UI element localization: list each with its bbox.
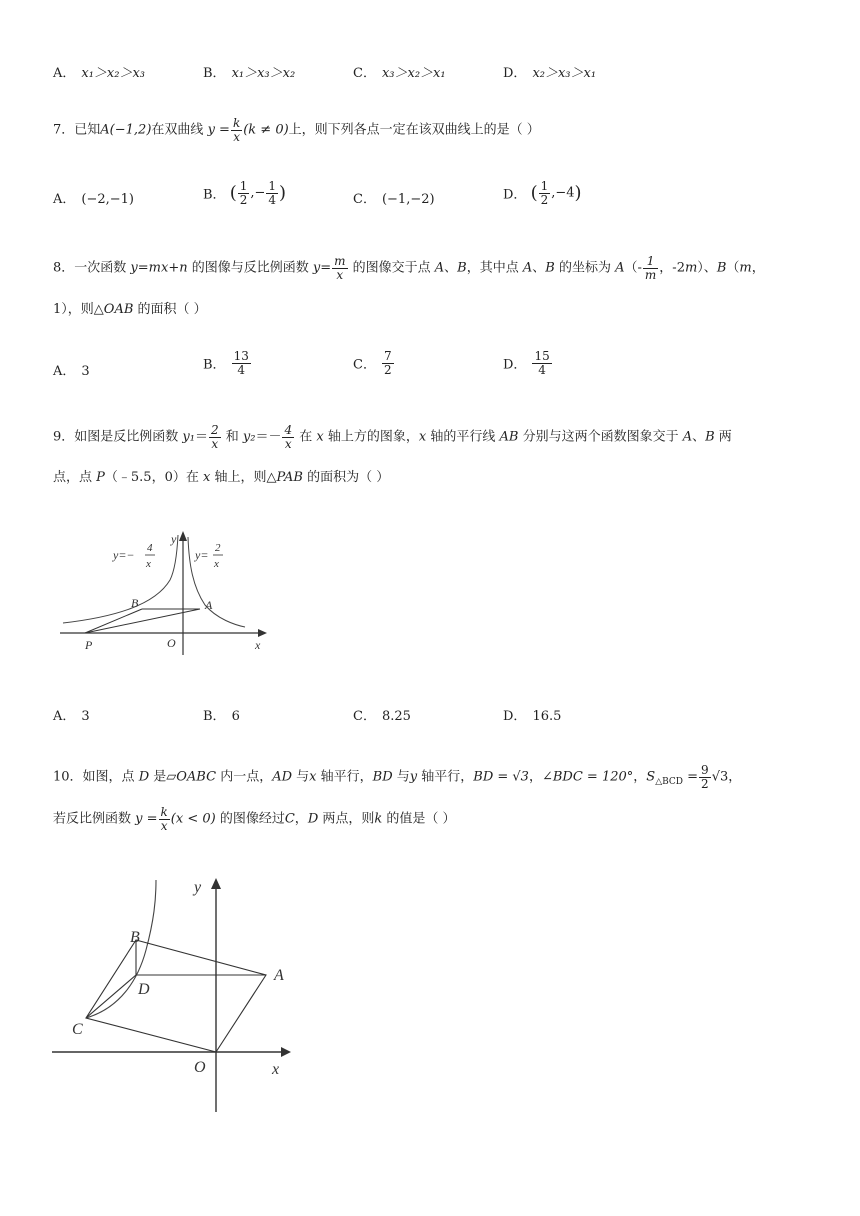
q9-label-yl-num: 4 — [147, 542, 153, 554]
q9-label-b: B — [131, 596, 139, 610]
q9-label-y: y — [171, 532, 177, 546]
q9-x-arrow-icon — [258, 629, 267, 637]
q9-segment-pb — [85, 609, 142, 633]
q7-stem: 7．已知A(−1,2)在双曲线 y = $\frac{k}{x}$ (k ≠ 0)上，则下列各点一定在该双曲线上的是（ ） — [53, 116, 540, 144]
q10-label-y: y — [194, 879, 202, 896]
q7-option-d: D． ( $\frac{1}{2}$ ,−4) — [503, 179, 582, 207]
q8-option-a: A． 3 — [53, 364, 90, 379]
q10-label-o: O — [194, 1059, 206, 1076]
q9-y-arrow-icon — [179, 531, 187, 541]
q7-option-c: C． (−1,−2) — [353, 192, 435, 207]
q9-option-b: B． 6 — [203, 709, 240, 724]
q6-option-b: B． x₁＞x₃＞x₂ — [203, 66, 296, 81]
q10-label-d: D — [138, 981, 150, 998]
q9-label-o: O — [167, 636, 176, 650]
q10-figure — [50, 870, 300, 1120]
q10-parallelogram — [86, 940, 266, 1052]
q9-stem-line1: 9．如图是反比例函数 y₁＝ $\frac{2}{x}$ 和 y₂＝－ $\frac{4}{x}$ 在 x 轴上方的图象，x 轴的平行线 AB 分别与这两个函数图象交于 A、B 两 — [53, 423, 732, 451]
q8-option-c: C． $\frac{7}{2}$ — [353, 349, 392, 377]
q10-label-x: x — [272, 1061, 280, 1078]
q6-option-a: A． x₁＞x₂＞x₃ — [53, 66, 146, 81]
q9-label-yl-den: x — [146, 558, 151, 570]
q8-stem-line1: 8．一次函数 y=mx+n 的图像与反比例函数 y= $\frac{m}{x}$ 的图像交于点 A、B，其中点 A、B 的坐标为 A（- $\frac{1}{m}$ ，-2m）、B（m， — [53, 254, 765, 282]
q8-stem-line2: 1），则△OAB 的面积（ ） — [53, 302, 207, 317]
q9-option-a: A． 3 — [53, 709, 90, 724]
q10-stem-line1: 10．如图，点 D 是▱OABC 内一点，AD 与x 轴平行，BD 与y 轴平行，BD = √3，∠BDC = 120°，$S_{\triangle BCD}$ = $\frac{9}{2}$ √3， — [53, 763, 742, 791]
q10-stem-line2: 若反比例函数 y = $\frac{k}{x}$ (x < 0) 的图像经过C，D 两点，则k 的值是（ ） — [53, 805, 456, 833]
q10-label-b: B — [130, 929, 140, 946]
q9-label-yl: y=− — [113, 548, 135, 562]
q9-figure — [55, 525, 275, 660]
q7-option-a: A． (−2,−1) — [53, 192, 134, 207]
q9-option-c: C． 8.25 — [353, 709, 411, 724]
q10-segment-cd — [86, 975, 136, 1018]
q9-label-yr-den: x — [214, 558, 219, 570]
q10-x-arrow-icon — [281, 1047, 291, 1057]
q9-label-a: A — [205, 598, 213, 612]
q10-y-arrow-icon — [211, 878, 221, 889]
q9-label-p: P — [85, 638, 93, 652]
q8-option-b: B． $\frac{13}{4}$ — [203, 349, 249, 377]
q9-option-d: D． 16.5 — [503, 709, 562, 724]
q8-option-d: D． $\frac{15}{4}$ — [503, 349, 550, 377]
q9-stem-line2: 点，点 P（﹣5.5，0）在 x 轴上，则△PAB 的面积为（ ） — [53, 470, 390, 485]
q9-label-yr: y= — [195, 548, 209, 562]
q6-option-c: C． x₃＞x₂＞x₁ — [353, 66, 446, 81]
q9-label-yr-num: 2 — [215, 542, 221, 554]
q7-option-b: B． ( $\frac{1}{2}$ ,− $\frac{1}{4}$ ) — [203, 179, 287, 207]
q10-label-a: A — [274, 967, 284, 984]
q10-label-c: C — [72, 1021, 83, 1038]
q9-label-x: x — [255, 638, 261, 652]
q6-option-d: D． x₂＞x₃＞x₁ — [503, 66, 597, 81]
